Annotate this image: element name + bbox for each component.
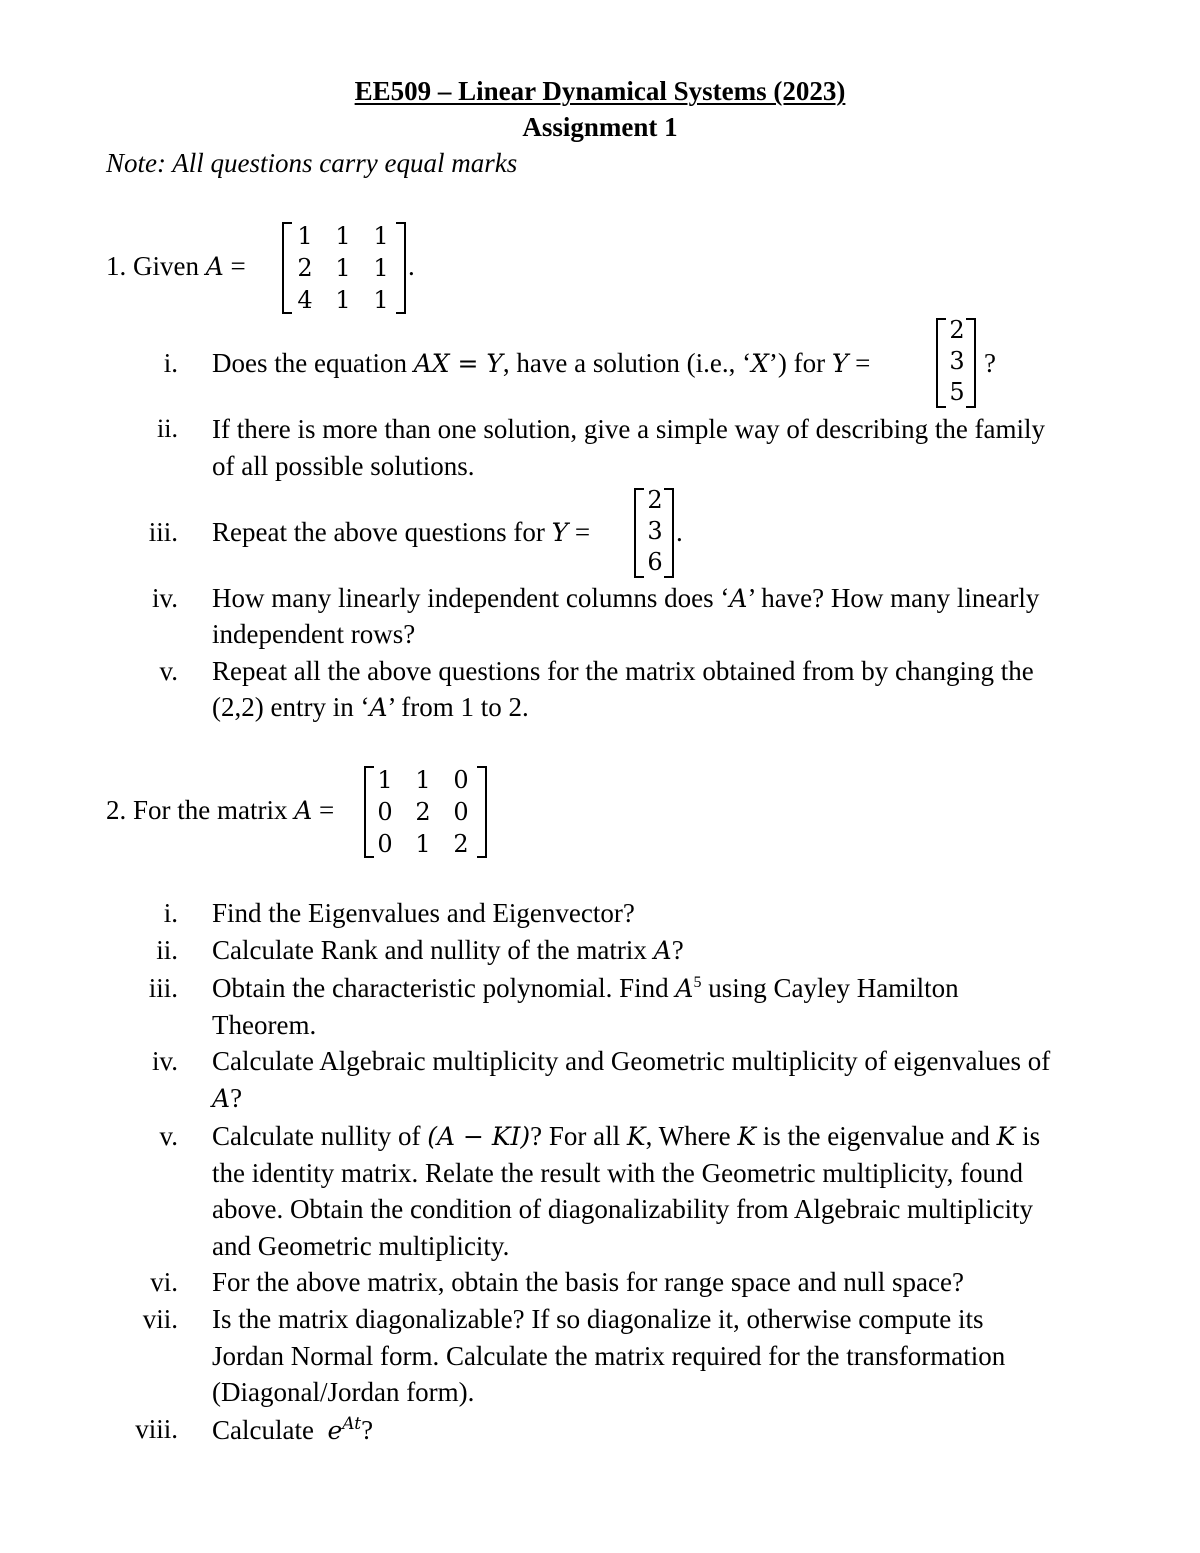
q1-item-v-line2: (2,2) entry in ‘A’ from 1 to 2. [212, 692, 529, 722]
q1-item-iv-line2: independent rows? [212, 619, 416, 649]
question-1-statement [106, 253, 246, 280]
q1-item-iii: Repeat the above questions for Y = [212, 517, 591, 547]
matrix-a-q1 [286, 218, 400, 314]
q2-item-i: Find the Eigenvalues and Eigenvector? [212, 898, 635, 928]
given-text: Given [133, 251, 199, 281]
matrix-cell: 1 [335, 286, 351, 314]
vector-cell: 3 [647, 517, 663, 545]
question-number: 1. [106, 251, 127, 281]
matrix-cell: 1 [415, 766, 431, 794]
matrix-cell: 1 [377, 766, 393, 794]
q1-item-i: Does the equation AX = Y, have a solution (i.e., ‘X’) for Y = [212, 348, 871, 378]
q2-item-vii-line2: Jordan Normal form. Calculate the matrix required for the transformation [212, 1341, 1006, 1371]
question-mark: ? [984, 348, 996, 378]
matrix-cell: 0 [377, 798, 393, 826]
matrix-cell: 0 [377, 830, 393, 858]
item-label: v. [159, 656, 178, 686]
q1-item-ii-line1: If there is more than one solution, give a simple way of describing the family [212, 414, 1046, 444]
q2-item-iii-line2: Theorem. [212, 1010, 317, 1040]
item-label: viii. [135, 1414, 178, 1444]
matrix-cell: 1 [297, 222, 313, 250]
matrix-cell: 1 [415, 830, 431, 858]
q2-item-vii-line1: Is the matrix diagonalizable? If so diagonalize it, otherwise compute its [212, 1304, 984, 1334]
q2-item-iv-line2: A? [212, 1083, 243, 1113]
item-label: iv. [152, 1046, 178, 1076]
equals-sign: = [230, 251, 246, 281]
q1-item-v-line1: Repeat all the above questions for the matrix obtained from by changing the [212, 656, 1034, 686]
item-label: vi. [150, 1267, 178, 1297]
course-title: EE509 – Linear Dynamical Systems (2023) [354, 76, 846, 106]
q2-item-iii-line1: Obtain the characteristic polynomial. Find $A^5$ using Cayley Hamilton [212, 973, 959, 1003]
period: . [676, 517, 683, 547]
matrix-cell: 1 [373, 254, 389, 282]
vector-cell: 2 [949, 316, 965, 344]
vector-right-bracket [966, 318, 976, 408]
period: . [408, 251, 415, 281]
matrix-a-q2 [366, 762, 480, 858]
matrix-cell: 2 [297, 254, 313, 282]
q2-item-viii: Calculate $e^{At}$? [212, 1414, 374, 1445]
q2-item-v-line2: the identity matrix. Relate the result with the Geometric multiplicity, found [212, 1158, 1024, 1188]
vector-cell: 2 [647, 486, 663, 514]
matrix-cell: 1 [373, 286, 389, 314]
item-label: ii. [157, 414, 178, 443]
matrix-right-bracket [477, 766, 487, 858]
matrix-cell: 0 [453, 766, 469, 794]
item-label: ii. [156, 935, 178, 965]
q2-item-v-line1: Calculate nullity of (A − KI)? For all K, Where K is the eigenvalue and K is [212, 1121, 1041, 1151]
question-2-statement: 2. For the matrix A = [106, 795, 335, 825]
q1-item-iv-line1: How many linearly independent columns does ‘A’ have? How many linearly [212, 583, 1040, 613]
vector-right-bracket [664, 488, 674, 578]
matrix-cell: 2 [415, 798, 431, 826]
item-label: i. [163, 898, 178, 928]
item-label: iii. [148, 517, 178, 547]
matrix-cell: 1 [335, 254, 351, 282]
q2-item-ii: Calculate Rank and nullity of the matrix A? [212, 935, 684, 965]
q2-item-vi: For the above matrix, obtain the basis for range space and null space? [212, 1267, 964, 1297]
matrix-cell: 2 [453, 830, 469, 858]
matrix-cell: 1 [373, 222, 389, 250]
q2-item-v-line4: and Geometric multiplicity. [212, 1231, 510, 1261]
matrix-cell: 4 [297, 286, 313, 314]
q1-item-ii-line2: of all possible solutions. [212, 451, 475, 481]
item-label: v. [159, 1121, 178, 1151]
item-label: iii. [148, 973, 178, 1003]
item-label: iv. [152, 583, 178, 613]
var-a: A [205, 252, 224, 281]
q2-item-vii-line3: (Diagonal/Jordan form). [212, 1377, 475, 1407]
vector-cell: 5 [949, 378, 965, 406]
matrix-cell: 1 [335, 222, 351, 250]
assignment-title: Assignment 1 [522, 112, 678, 142]
vector-cell: 3 [949, 347, 965, 375]
question-number: 2. [106, 795, 127, 825]
item-label: vii. [142, 1304, 178, 1334]
note-text: Note: All questions carry equal marks [106, 148, 518, 178]
matrix-cell: 0 [453, 798, 469, 826]
q2-item-iv-line1: Calculate Algebraic multiplicity and Geometric multiplicity of eigenvalues of [212, 1046, 1051, 1076]
matrix-right-bracket [396, 222, 406, 314]
q2-item-v-line3: above. Obtain the condition of diagonalizability from Algebraic multiplicity [212, 1194, 1034, 1224]
vector-cell: 6 [647, 548, 663, 576]
item-label: i. [163, 348, 178, 378]
